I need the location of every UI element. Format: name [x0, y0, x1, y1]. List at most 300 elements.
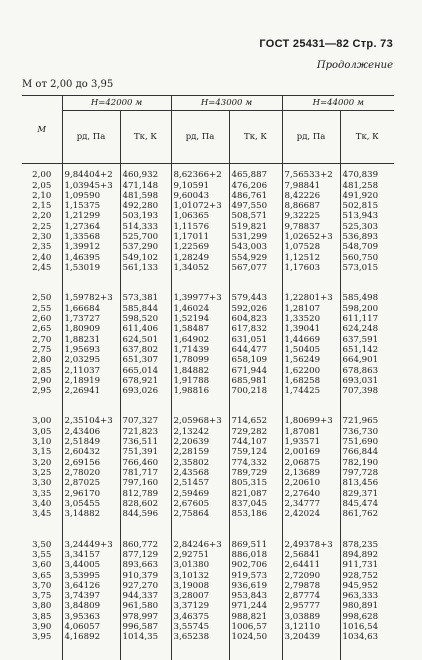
mach-cell: 2,10 [32, 190, 52, 201]
temperature-cell: 1024,50 [229, 632, 282, 659]
pressure-cell: 1,91788 [171, 376, 229, 386]
pressure-cell: 2,43568 [171, 468, 229, 478]
temperature-cell: 492,280 [120, 201, 171, 211]
temperature-cell: 664,901 [340, 355, 394, 365]
table-row [22, 468, 394, 478]
pressure-cell: 9,84404+2 [62, 164, 120, 181]
pressure-cell: 3,95363 [62, 612, 120, 622]
temperature-cell: 893,663 [120, 560, 171, 570]
pressure-cell: 3,46375 [171, 612, 229, 622]
pressure-cell: 8,62366+2 [171, 164, 229, 181]
pressure-cell: 2,51457 [171, 478, 229, 488]
data-table [22, 95, 394, 660]
temperature-cell: 481,258 [340, 181, 394, 191]
pressure-cell: 1,53019 [62, 263, 120, 290]
page-header: ГОСТ 25431—82 Стр. 73 [259, 38, 393, 50]
table-row [22, 478, 394, 488]
pressure-cell: 1,95693 [62, 345, 120, 355]
pressure-cell: 2,13689 [282, 468, 340, 478]
mach-cell: 3,55 [32, 549, 52, 560]
temperature-cell: 637,802 [120, 345, 171, 355]
temperature-cell: 971,244 [229, 601, 282, 611]
table-row [22, 509, 394, 536]
table-row [22, 345, 394, 355]
temperature-cell: 508,571 [229, 211, 282, 221]
mach-cell: 3,85 [32, 611, 52, 622]
temperature-cell: 927,270 [120, 581, 171, 591]
temperature-cell: 919,573 [229, 571, 282, 581]
temperature-cell: 729,282 [229, 427, 282, 437]
pressure-cell: 2,56841 [282, 550, 340, 560]
mach-cell: 2,65 [32, 324, 52, 335]
temperature-cell: 944,337 [120, 591, 171, 601]
pressure-cell: 1,03945+3 [62, 181, 120, 191]
mach-cell: 3,60 [32, 560, 52, 571]
mach-cell: 2,05 [32, 180, 52, 191]
pressure-cell: 2,00169 [282, 447, 340, 457]
temperature-cell: 902,706 [229, 560, 282, 570]
table-block [22, 413, 394, 536]
mach-cell: 2,85 [32, 365, 52, 376]
table-row [22, 413, 394, 426]
pressure-cell: 2,20639 [171, 437, 229, 447]
pressure-cell: 3,10132 [171, 571, 229, 581]
temperature-cell: 514,333 [120, 222, 171, 232]
mach-cell: 3,05 [32, 426, 52, 437]
continuation-label: Продолжение [316, 60, 393, 71]
pressure-cell: 2,72090 [282, 571, 340, 581]
temperature-cell: 678,921 [120, 376, 171, 386]
table-row [22, 571, 394, 581]
pressure-cell: 1,28249 [171, 253, 229, 263]
mach-cell: 3,30 [32, 478, 52, 489]
table-block [22, 164, 394, 291]
temperature-cell: 671,944 [229, 366, 282, 376]
temperature-cell: 1006,57 [229, 622, 282, 632]
temperature-cell: 707,327 [120, 413, 171, 426]
pressure-cell: 1,44669 [282, 335, 340, 345]
temperature-cell: 878,235 [340, 537, 394, 550]
pressure-cell: 3,44005 [62, 560, 120, 570]
table-row [22, 263, 394, 290]
mach-cell: 3,20 [32, 457, 52, 468]
mach-cell: 2,50 [32, 293, 52, 304]
temperature-cell: 751,690 [340, 437, 394, 447]
temperature-cell: 707,398 [340, 386, 394, 413]
pressure-cell: 3,01380 [171, 560, 229, 570]
pressure-cell: 3,74397 [62, 591, 120, 601]
mach-cell: 3,65 [32, 570, 52, 581]
temperature-cell: 853,186 [229, 509, 282, 536]
mach-cell: 3,35 [32, 488, 52, 499]
temperature-cell: 894,892 [340, 550, 394, 560]
mach-cell: 2,55 [32, 303, 52, 314]
temperature-cell: 978,997 [120, 612, 171, 622]
temperature-cell: 460,932 [120, 164, 171, 181]
pressure-cell: 1,06365 [171, 211, 229, 221]
pressure-cell: 1,74425 [282, 386, 340, 413]
table-header [22, 96, 394, 164]
mach-cell: 3,45 [32, 509, 52, 520]
temperature-cell: 844,596 [120, 509, 171, 536]
temperature-cell: 560,750 [340, 253, 394, 263]
temperature-cell: 789,729 [229, 468, 282, 478]
range-label: M от 2,00 до 3,95 [22, 79, 114, 90]
temperature-cell: 766,460 [120, 458, 171, 468]
pressure-cell: 2,75864 [171, 509, 229, 536]
pressure-cell: 4,06057 [62, 622, 120, 632]
table-row [22, 314, 394, 324]
pressure-cell: 1,22801+3 [282, 290, 340, 303]
temperature-cell: 543,003 [229, 242, 282, 252]
pressure-cell: 2,43406 [62, 427, 120, 437]
temperature-cell: 828,602 [120, 499, 171, 509]
pressure-cell: 4,16892 [62, 632, 120, 659]
pressure-cell: 9,60043 [171, 191, 229, 201]
table-row [22, 335, 394, 345]
pressure-cell: 2,28159 [171, 447, 229, 457]
pressure-cell: 1,17603 [282, 263, 340, 290]
table-block [22, 537, 394, 660]
temperature-cell: 573,015 [340, 263, 394, 290]
pressure-cell: 2,87025 [62, 478, 120, 488]
temperature-cell: 579,443 [229, 290, 282, 303]
pressure-cell: 1,80699+3 [282, 413, 340, 426]
table-row [22, 222, 394, 232]
column-header-pressure: pд, Па [171, 111, 229, 164]
temperature-cell: 471,148 [120, 181, 171, 191]
temperature-cell: 658,109 [229, 355, 282, 365]
temperature-cell: 491,920 [340, 191, 394, 201]
temperature-cell: 585,498 [340, 290, 394, 303]
pressure-cell: 3,53995 [62, 571, 120, 581]
pressure-cell: 1,27364 [62, 222, 120, 232]
temperature-cell: 797,728 [340, 468, 394, 478]
group-header-h42000: H=42000 м [62, 96, 171, 111]
mach-cell: 2,25 [32, 221, 52, 232]
table-row [22, 201, 394, 211]
pressure-cell: 1,78099 [171, 355, 229, 365]
table-row [22, 622, 394, 632]
temperature-cell: 617,832 [229, 324, 282, 334]
mach-cell: 3,00 [32, 416, 52, 427]
pressure-cell: 2,03295 [62, 355, 120, 365]
pressure-cell: 2,05968+3 [171, 413, 229, 426]
temperature-cell: 536,893 [340, 232, 394, 242]
temperature-cell: 845,474 [340, 499, 394, 509]
table-row [22, 211, 394, 221]
mach-cell: 2,90 [32, 375, 52, 386]
temperature-cell: 782,190 [340, 458, 394, 468]
temperature-cell: 781,717 [120, 468, 171, 478]
table-row [22, 376, 394, 386]
table-row [22, 437, 394, 447]
temperature-cell: 598,520 [120, 314, 171, 324]
temperature-cell: 988,821 [229, 612, 282, 622]
temperature-cell: 953,843 [229, 591, 282, 601]
pressure-cell: 1,64902 [171, 335, 229, 345]
temperature-cell: 936,619 [229, 581, 282, 591]
mach-cell: 2,20 [32, 211, 52, 222]
temperature-cell: 980,891 [340, 601, 394, 611]
pressure-cell: 2,35802 [171, 458, 229, 468]
temperature-cell: 736,730 [340, 427, 394, 437]
table-row [22, 386, 394, 413]
pressure-cell: 2,27640 [282, 489, 340, 499]
table-row [22, 458, 394, 468]
temperature-cell: 877,129 [120, 550, 171, 560]
mach-cell: 3,70 [32, 580, 52, 591]
table-row [22, 447, 394, 457]
temperature-cell: 910,379 [120, 571, 171, 581]
temperature-cell: 928,752 [340, 571, 394, 581]
pressure-cell: 1,71439 [171, 345, 229, 355]
pressure-cell: 7,56533+2 [282, 164, 340, 181]
temperature-cell: 744,107 [229, 437, 282, 447]
mach-cell: 2,45 [32, 263, 52, 273]
column-header-temperature: Tк, К [229, 111, 282, 164]
pressure-cell: 2,67605 [171, 499, 229, 509]
column-header-pressure: pд, Па [62, 111, 120, 164]
temperature-cell: 481,598 [120, 191, 171, 201]
temperature-cell: 996,587 [120, 622, 171, 632]
pressure-cell: 2,18919 [62, 376, 120, 386]
temperature-cell: 486,761 [229, 191, 282, 201]
mach-cell: 2,35 [32, 242, 52, 253]
temperature-cell: 998,628 [340, 612, 394, 622]
pressure-cell: 1,62200 [282, 366, 340, 376]
temperature-cell: 554,929 [229, 253, 282, 263]
pressure-cell: 1,09590 [62, 191, 120, 201]
pressure-cell: 3,65238 [171, 632, 229, 659]
temperature-cell: 502,815 [340, 201, 394, 211]
table-row [22, 560, 394, 570]
pressure-cell: 2,34777 [282, 499, 340, 509]
mach-cell: 3,10 [32, 437, 52, 448]
temperature-cell: 465,887 [229, 164, 282, 181]
pressure-cell: 9,78837 [282, 222, 340, 232]
temperature-cell: 525,700 [120, 232, 171, 242]
temperature-cell: 813,456 [340, 478, 394, 488]
pressure-cell: 1,56249 [282, 355, 340, 365]
temperature-cell: 497,550 [229, 201, 282, 211]
pressure-cell: 3,84809 [62, 601, 120, 611]
pressure-cell: 1,17011 [171, 232, 229, 242]
temperature-cell: 611,117 [340, 314, 394, 324]
column-header-pressure: pд, Па [282, 111, 340, 164]
table-row [22, 601, 394, 611]
pressure-cell: 2,64411 [282, 560, 340, 570]
temperature-cell: 585,844 [120, 304, 171, 314]
mach-cell: 2,40 [32, 252, 52, 263]
temperature-cell: 721,823 [120, 427, 171, 437]
pressure-cell: 1,22569 [171, 242, 229, 252]
temperature-cell: 860,772 [120, 537, 171, 550]
temperature-cell: 963,333 [340, 591, 394, 601]
temperature-cell: 637,591 [340, 335, 394, 345]
table-row [22, 499, 394, 509]
pressure-cell: 1,21299 [62, 211, 120, 221]
pressure-cell: 2,59469 [171, 489, 229, 499]
pressure-cell: 2,13242 [171, 427, 229, 437]
pressure-cell: 1,52194 [171, 314, 229, 324]
mach-cell: 3,15 [32, 447, 52, 458]
temperature-cell: 721,965 [340, 413, 394, 426]
pressure-cell: 3,55745 [171, 622, 229, 632]
temperature-cell: 665,014 [120, 366, 171, 376]
temperature-cell: 624,248 [340, 324, 394, 334]
temperature-cell: 1014,35 [120, 632, 171, 659]
pressure-cell: 1,15375 [62, 201, 120, 211]
pressure-cell: 1,87081 [282, 427, 340, 437]
pressure-cell: 3,64126 [62, 581, 120, 591]
pressure-cell: 1,33568 [62, 232, 120, 242]
temperature-cell: 700,218 [229, 386, 282, 413]
mach-cell: 3,95 [32, 632, 52, 643]
column-header-m: M [22, 96, 62, 164]
pressure-cell: 1,34052 [171, 263, 229, 290]
pressure-cell: 1,59782+3 [62, 290, 120, 303]
temperature-cell: 573,381 [120, 290, 171, 303]
group-header-h44000: H=44000 м [282, 96, 394, 111]
temperature-cell: 945,952 [340, 581, 394, 591]
pressure-cell: 2,26941 [62, 386, 120, 413]
pressure-cell: 1,33520 [282, 314, 340, 324]
temperature-cell: 644,477 [229, 345, 282, 355]
temperature-cell: 598,200 [340, 304, 394, 314]
table-row [22, 366, 394, 376]
mach-cell: 2,70 [32, 334, 52, 345]
table-row [22, 550, 394, 560]
temperature-cell: 766,844 [340, 447, 394, 457]
pressure-cell: 1,46395 [62, 253, 120, 263]
temperature-cell: 525,303 [340, 222, 394, 232]
group-header-h43000: H=43000 м [171, 96, 282, 111]
pressure-cell: 3,34157 [62, 550, 120, 560]
pressure-cell: 2,69156 [62, 458, 120, 468]
table-row [22, 253, 394, 263]
pressure-cell: 1,11576 [171, 222, 229, 232]
mach-cell: 3,75 [32, 591, 52, 602]
temperature-cell: 537,290 [120, 242, 171, 252]
mach-cell: 2,60 [32, 313, 52, 324]
temperature-cell: 611,406 [120, 324, 171, 334]
temperature-cell: 548,709 [340, 242, 394, 252]
pressure-cell: 1,07528 [282, 242, 340, 252]
temperature-cell: 503,193 [120, 211, 171, 221]
temperature-cell: 693,026 [120, 386, 171, 413]
pressure-cell: 2,92751 [171, 550, 229, 560]
column-header-temperature: Tк, К [340, 111, 394, 164]
column-header-temperature: Tк, К [120, 111, 171, 164]
pressure-cell: 7,98841 [282, 181, 340, 191]
pressure-cell: 3,24449+3 [62, 537, 120, 550]
table-row [22, 537, 394, 550]
mach-cell: 3,50 [32, 539, 52, 550]
temperature-cell: 549,102 [120, 253, 171, 263]
temperature-cell: 797,160 [120, 478, 171, 488]
pressure-cell: 2,35104+3 [62, 413, 120, 426]
pressure-cell: 3,12110 [282, 622, 340, 632]
table-row [22, 612, 394, 622]
table-row [22, 164, 394, 181]
table-row [22, 632, 394, 659]
temperature-cell: 592,026 [229, 304, 282, 314]
pressure-cell: 2,51849 [62, 437, 120, 447]
temperature-cell: 519,821 [229, 222, 282, 232]
pressure-cell: 2,84246+3 [171, 537, 229, 550]
table-row [22, 591, 394, 601]
temperature-cell: 531,299 [229, 232, 282, 242]
pressure-cell: 1,01072+3 [171, 201, 229, 211]
temperature-cell: 812,789 [120, 489, 171, 499]
pressure-cell: 1,68258 [282, 376, 340, 386]
table-row [22, 191, 394, 201]
pressure-cell: 8,42226 [282, 191, 340, 201]
temperature-cell: 1016,54 [340, 622, 394, 632]
mach-cell: 2,95 [32, 386, 52, 397]
table-row [22, 355, 394, 365]
pressure-cell: 1,50405 [282, 345, 340, 355]
temperature-cell: 861,762 [340, 509, 394, 536]
temperature-cell: 470,839 [340, 164, 394, 181]
pressure-cell: 2,96170 [62, 489, 120, 499]
temperature-cell: 837,045 [229, 499, 282, 509]
table-block [22, 290, 394, 413]
temperature-cell: 869,511 [229, 537, 282, 550]
temperature-cell: 685,981 [229, 376, 282, 386]
mach-cell: 3,80 [32, 601, 52, 612]
table-row [22, 489, 394, 499]
mach-cell: 3,40 [32, 498, 52, 509]
pressure-cell: 9,10591 [171, 181, 229, 191]
temperature-cell: 829,371 [340, 489, 394, 499]
pressure-cell: 2,49378+3 [282, 537, 340, 550]
mach-cell: 2,75 [32, 344, 52, 355]
pressure-cell: 2,60432 [62, 447, 120, 457]
mach-cell: 2,80 [32, 355, 52, 366]
mach-cell: 2,15 [32, 201, 52, 212]
temperature-cell: 678,863 [340, 366, 394, 376]
temperature-cell: 759,124 [229, 447, 282, 457]
pressure-cell: 1,12512 [282, 253, 340, 263]
pressure-cell: 2,20610 [282, 478, 340, 488]
pressure-cell: 1,02652+3 [282, 232, 340, 242]
pressure-cell: 1,98816 [171, 386, 229, 413]
pressure-cell: 9,32225 [282, 211, 340, 221]
temperature-cell: 886,018 [229, 550, 282, 560]
pressure-cell: 1,39977+3 [171, 290, 229, 303]
temperature-cell: 805,315 [229, 478, 282, 488]
pressure-cell: 3,14882 [62, 509, 120, 536]
pressure-cell: 2,11037 [62, 366, 120, 376]
temperature-cell: 513,943 [340, 211, 394, 221]
pressure-cell: 1,80909 [62, 324, 120, 334]
table-row [22, 290, 394, 303]
temperature-cell: 651,307 [120, 355, 171, 365]
pressure-cell: 3,28007 [171, 591, 229, 601]
pressure-cell: 3,37129 [171, 601, 229, 611]
pressure-cell: 1,84882 [171, 366, 229, 376]
mach-cell: 3,90 [32, 622, 52, 633]
temperature-cell: 1034,63 [340, 632, 394, 659]
temperature-cell: 624,501 [120, 335, 171, 345]
pressure-cell: 1,93571 [282, 437, 340, 447]
pressure-cell: 1,46024 [171, 304, 229, 314]
table-row [22, 181, 394, 191]
pressure-cell: 2,79878 [282, 581, 340, 591]
temperature-cell: 561,133 [120, 263, 171, 290]
